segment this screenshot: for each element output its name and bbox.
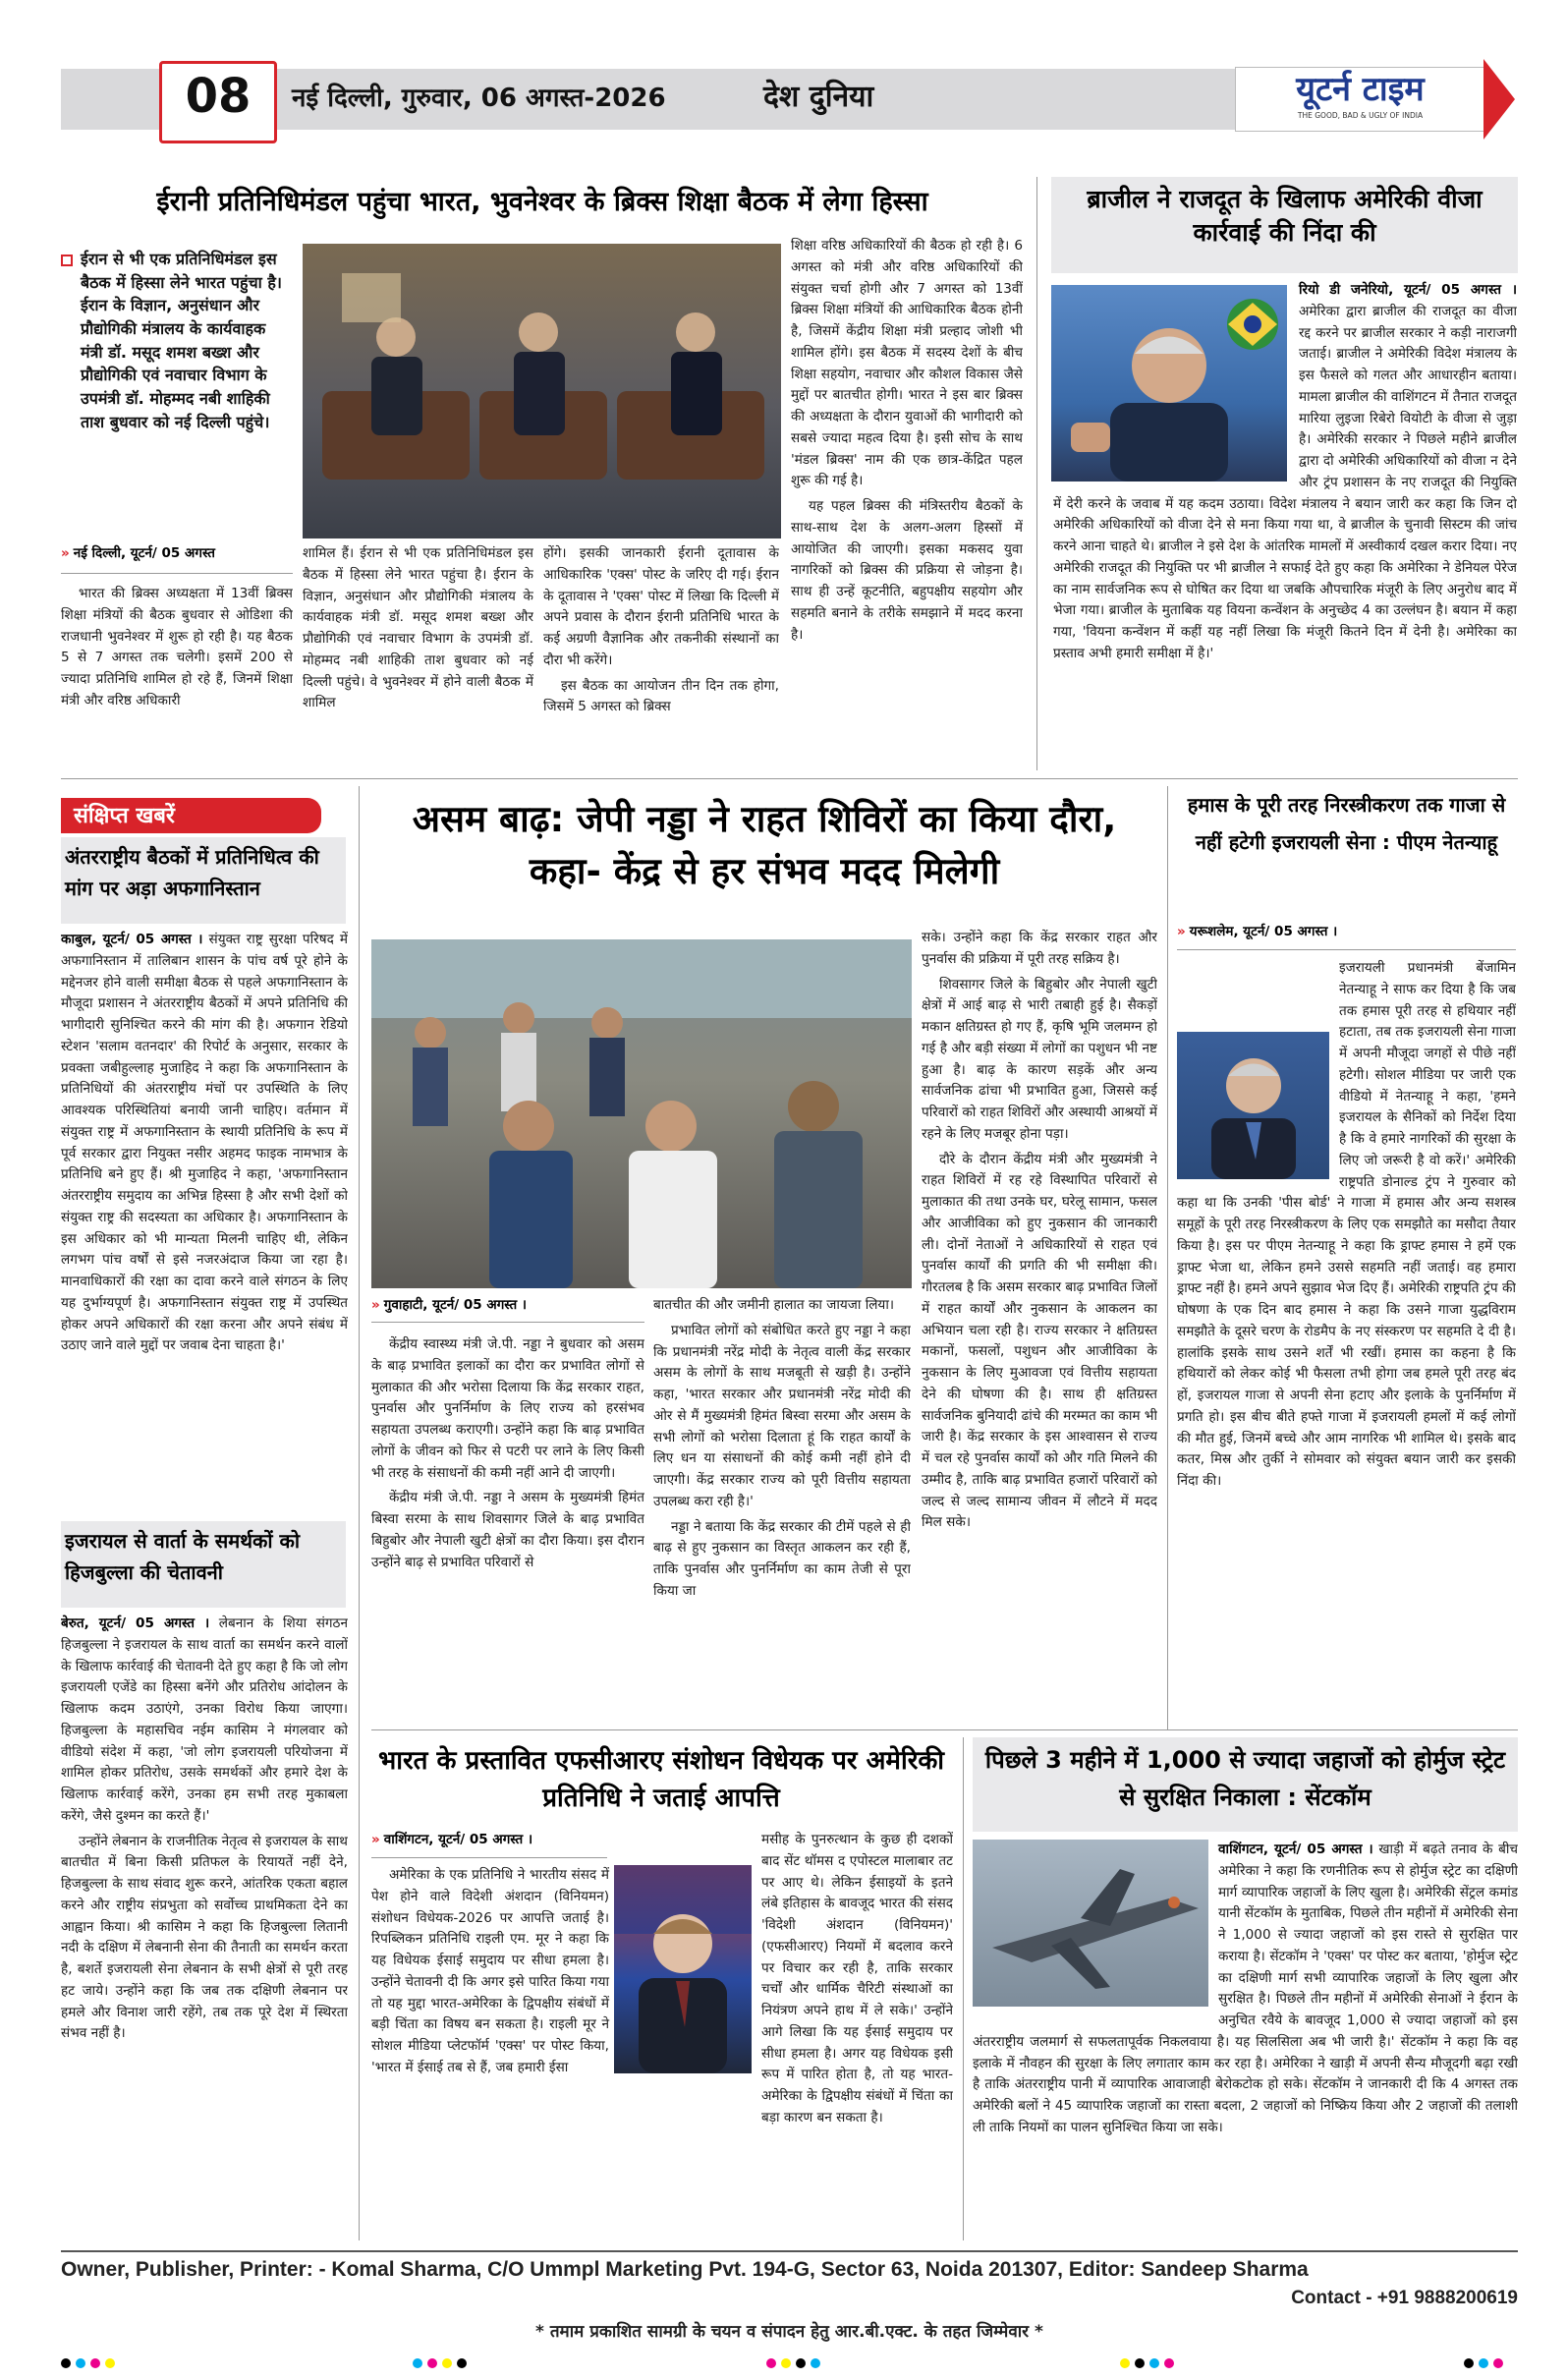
brand-tagline: THE GOOD, BAD & UGLY OF INDIA: [1297, 111, 1424, 120]
story2-byline: रियो डी जनेरियो, यूटर्न/ 05 अगस्त ।: [1299, 282, 1517, 298]
red-chevron-icon: »: [1177, 924, 1186, 939]
story3-byline-text: गुवाहाटी, यूटर्न/ 05 अगस्त ।: [383, 1297, 528, 1313]
story3-colC-text: सके। उन्होंने कहा कि केंद्र सरकार राहत और पुनर्वास की प्रक्रिया में पूरी तरह सक्रिय है।: [922, 930, 1157, 967]
color-registration-dots: [61, 2358, 115, 2368]
story5-col2: [761, 1830, 953, 2238]
story3-colB: [653, 1295, 911, 1723]
divider-1: [1036, 177, 1037, 770]
story4-rest-text: कहा, 'हमने इजरायल के सैनिकों को निर्देश दिया है कि वे हमारे नागरिकों की सुरक्षा के लिए जो जरूरी है वो करें।' अमेरिकी राष्ट्रपति डोनाल्ड ट्रंप ने गुरुवार को कहा था कि उनकी 'पीस बोर्ड' ने गाजा में हमास और अन्य सशस्त्र समूहों के पूरी तरह निरस्त्रीकरण के लिए एक समझौते का मसौदा तैयार किया है। इस पर पीएम नेतन्याहू ने कहा कि ड्राफ्ट हमास ने हमें एक ड्राफ्ट भेजा था, लेकिन हमने उससे सहमति नहीं जताई। वह हमारा ड्राफ्ट नहीं है। हमने अपने सुझाव भेज दिए हैं। अमेरिकी राष्ट्रपति ट्रंप की घोषणा के एक दिन बाद हमास ने कहा कि उसने गाजा युद्धविराम समझौते के दूसरे चरण के रोडमैप के नए संस्करण पर सहमति दे दी है। हालांकि इसके साथ उसने शर्तें भी रखीं। हमास का कहना है कि हथियारों को लेकर कोई भी फैसला तभी होगा जब हमले पूरी तरह बंद हों, इजरायल गाजा से अपनी सेना हटाए और इलाके के पुनर्निर्माण में प्रगति हो। इस बीच बीते हफ्ते गाजा में इजरायली हमलों में कई लोगों की मौत हुई, जिनमें बच्चे और आम नागरिक भी शामिल थे। इसके बाद कतर, मिस्र और तुर्की ने सोमवार को संयुक्त बयान जारी कर इसकी निंदा की।: [1177, 1088, 1516, 1489]
brief1-text: [61, 930, 348, 1509]
story1-col1: [61, 584, 293, 770]
story3-headline: असम बाढ़: जेपी नड्डा ने राहत शिविरों का किया दौरा, कहा- केंद्र से हर संभव मदद मिलेगी: [412, 798, 1117, 892]
story1-highlight-text: ईरान से भी एक प्रतिनिधिमंडल इस बैठक में हिस्सा लेने भारत पहुंचा है। ईरान के विज्ञान, अनुसंधान और प्रौद्योगिकी मंत्रालय के कार्यवाहक मंत्री डॉ. मसूद शमश बख्श और प्रौद्योगिकी एवं नवाचार विभाग के उपमंत्री डॉ. मोहम्मद नबी शाहिकी ताश बुधवार को नई दिल्ली पहुंचे।: [81, 250, 282, 431]
brand-arrow: [1483, 59, 1515, 140]
divider-2: [359, 786, 360, 2240]
story6-text: [973, 1840, 1518, 2240]
story2-rest-text: बयान जारी कर कहा कि जिन दो अमेरिकी अधिकारियों को वीजा देने से मना किया गया था, वे ब्राजील के चुनावी सिस्टम की जांच करने आना चाहते थे। ब्राजील ने इसे देश के आंतरिक मामलों में अस्वीकार्य दखल करार दिया। नए अमेरिकी राजदूत की नियुक्ति पर भी ब्राजील ने सफाई देते हुए कहा कि अमेरिका ने डेनियल पेरेज का नाम सार्वजनिक रूप से घोषित कर दिया था जबकि औपचारिक मंजूरी के लिए अनुरोध बाद में भेजा गया। ब्राजील के मुताबिक यह वियना कन्वेंशन के अनुच्छेद 4 का उल्लंघन है। बयान में कहा गया, 'वियना कन्वेंशन में कहीं यह नहीं लिखा कि मंजूरी कितने दिन में देनी है। अमेरिका का प्रस्ताव अभी हमारी समीक्षा में है।': [1053, 495, 1517, 661]
story5-headline: भारत के प्रस्तावित एफसीआरए संशोधन विधेयक पर अमेरिकी प्रतिनिधि ने जताई आपत्ति: [377, 1746, 945, 1813]
divider-3: [1167, 786, 1168, 1729]
story4-headline: हमास के पूरी तरह निरस्त्रीकरण तक गाजा से नहीं हटेगी इजरायली सेना : पीएम नेतन्याहू: [1187, 793, 1506, 854]
story1-byline-rule: [61, 573, 293, 574]
story1-col3-text: होंगे। इसकी जानकारी ईरानी दूतावास के आधिकारिक 'एक्स' पोस्ट के जरिए दी गई। ईरान के दूतावास ने 'एक्स' पोस्ट में लिखा कि दिल्ली में अपने प्रवास के दौरान ईरानी प्रतिनिधि भारत के कई अग्रणी वैज्ञानिक और तकनीकी संस्थानों का दौरा भी करेंगे।: [543, 545, 779, 668]
story6-rest-text: से ज्यादा जहाजों को इस अंतरराष्ट्रीय जलमार्ग से सफलतापूर्वक निकलवाया है। यह सिलसिला अब भी जारी है।' सेंटकॉम ने कहा कि वह इलाके में नौवहन की सुरक्षा के लिए लगातार काम कर रहा है। अमेरिका ने खाड़ी में अपनी सैन्य मौजूदगी बढ़ा रखी है ताकि अंतरराष्ट्रीय पानी में व्यापारिक आवाजाही बेरोकटोक हो सके। सेंटकॉम ने जानकारी दी कि 4 अगस्त तक अमेरिकी बलों ने 45 व्यापारिक जहाजों का रास्ता बदला, 2 जहाजों को निष्क्रिय किया और 2 जहाजों की तलाशी ली ताकि नियमों का पालन सुनिश्चित किया जा सके।: [973, 2012, 1518, 2135]
story5-byline-rule: [371, 1857, 607, 1858]
story4-photo: [1177, 1032, 1329, 1179]
story3-colC3-text: दौरे के दौरान केंद्रीय मंत्री और मुख्यमंत्री ने राहत शिविरों में रह रहे विस्थापित परिवारों से मुलाकात की तथा उनके घर, घरेलू सामान, फसल और आजीविका को हुए नुकसान की जानकारी ली। दोनों नेताओं ने अधिकारियों से राहत एवं पुनर्वास कार्यों की प्रगति की भी समीक्षा की। गौरतलब है कि असम सरकार बाढ़ प्रभावित जिलों में राहत कार्यों और नुकसान के आकलन का अभियान चला रही है। राज्य सरकार ने क्षतिग्रस्त मकानों, फसलों, पशुधन और आजीविका के नुकसान के लिए मुआवजा एवं वित्तीय सहायता देने की घोषणा की है। साथ ही क्षतिग्रस्त सार्वजनिक बुनियादी ढांचे की मरम्मत का काम भी जारी है। केंद्र सरकार के इस आश्वासन से राज्य में चल रहे पुनर्वास कार्यों को और गति मिलने की उम्मीद है, ताकि बाढ़ प्रभावित हजारों परिवारों को जल्द से जल्द सामान्य जीवन में लौटने में मदद मिल सके।: [922, 1151, 1157, 1531]
story5-col2-text: मसीह के पुनरुत्थान के कुछ ही दशकों बाद सेंट थॉमस द एपोस्टल मालाबार तट पर आए थे। लेकिन ईसाइयों के इतने लंबे इतिहास के बावजूद भारत की संसद 'विदेशी अंशदान (विनियमन)' (एफसीआरए) नियमों में बदलाव करने पर विचार कर रही है, ताकि सरकार चर्चों और धार्मिक चैरिटी संस्थाओं का नियंत्रण अपने हाथ में ले सके।' उन्होंने आगे लिखा कि यह ईसाई समुदाय पर सीधा हमला है। अगर यह विधेयक इसी रूप में पारित होता है, तो यह भारत-अमेरिका के द्विपक्षीय संबंधों में चिंता का बड़ा कारण बन सकता है।: [761, 1832, 953, 2125]
story3-photo: [371, 939, 912, 1288]
story1-col1-text: भारत की ब्रिक्स अध्यक्षता में 13वीं ब्रिक्स शिक्षा मंत्रियों की बैठक बुधवार से ओडिशा की राजधानी भुवनेश्वर में शुरू हो रही है। यह बैठक 5 से 7 अगस्त तक चलेगी। इसमें 200 से ज्यादा प्रतिनिधि शामिल हो रहे हैं, जिनमें शिक्षा मंत्री और वरिष्ठ अधिकारी: [61, 586, 293, 708]
rule-row2: [61, 778, 1518, 779]
story1-byline: [61, 543, 297, 561]
red-chevron-icon: »: [371, 1297, 380, 1313]
story3-colB-text: बातचीत की और जमीनी हालात का जायजा लिया।: [653, 1297, 894, 1313]
color-registration-dots: [1464, 2358, 1503, 2368]
brief1-body: संयुक्त राष्ट्र सुरक्षा परिषद में अफगानिस्तान में तालिबान शासन के पांच वर्ष पूरे होने के मद्देनजर होने वाली समीक्षा बैठक से पहले अफगानिस्तान के मौजूदा प्रशासन ने अंतरराष्ट्रीय बैठकों में अपने प्रतिनिधि की भागीदारी सुनिश्चित करने की मांग की है। अफगान रेडियो स्टेशन 'सलाम वतनदार' की रिपोर्ट के अनुसार, सरकार के प्रवक्ता जबीहुल्लाह मुजाहिद ने कहा कि अफगानिस्तान के प्रतिनिधियों की अंतरराष्ट्रीय मंचों पर उपस्थिति के लिए आवश्यक परिस्थितियां बनायी जानी चाहिए। वर्तमान में संयुक्त राष्ट्र में अफगानिस्तान के स्थायी प्रतिनिधि के रूप में पूर्व सरकार द्वारा नियुक्त नसीर अहमद फाइक नामभात्र के प्रतिनिधि बने हुए हैं। श्री मुजाहिद ने कहा, 'अफगानिस्तान अंतरराष्ट्रीय समुदाय का अभिन्न हिस्सा है और सभी देशों को संयुक्त राष्ट्र की सदस्यता का अधिकार है। अफगानिस्तान के इस अधिकार को भी मान्यता मिलनी चाहिए थी, लेकिन लगभग पांच वर्षों से इसे नजरअंदाज किया जा रहा है। मानवाधिकारों की रक्षा का दावा करने वाले संगठन के लिए यह दुर्भाग्यपूर्ण है। अफगानिस्तान संयुक्त राष्ट्र में उपस्थित होकर अपने अधिकारों की रक्षा करना और अपने संबंध में उठाए जाने वाले मुद्दों पर जवाब देना चाहता है।': [61, 932, 348, 1354]
brief2-text: [61, 1614, 348, 2242]
story6-headline: पिछले 3 महीने में 1,000 से ज्यादा जहाजों को होर्मुज स्ट्रेट से सुरक्षित निकाला : सेंटकॉम: [984, 1746, 1506, 1812]
masthead: [61, 59, 1525, 149]
story4-photo-art: [1177, 1032, 1329, 1179]
story3-colB3-text: नड्डा ने बताया कि केंद्र सरकार की टीमें पहले से ही बाढ़ से हुए नुकसान का विस्तृत आकलन कर रही हैं, ताकि पुनर्वास और पुनर्निर्माण का काम तेजी से पूरा किया जा: [653, 1518, 911, 1599]
story3-colA-text: केंद्रीय स्वास्थ्य मंत्री जे.पी. नड्डा ने बुधवार को असम के बाढ़ प्रभावित इलाकों का दौरा कर प्रभावित लोगों से मुलाकात की और भरोसा दिलाया कि केंद्र सरकार राहत, पुनर्वास और पुनर्निर्माण के लिए राज्य को हरसंभव सहायता उपलब्ध कराएगी। उन्होंने कहा कि बाढ़ प्रभावित लोगों के जीवन को फिर से पटरी पर लाने के लिए किसी भी तरह के संसाधनों की कमी नहीं आने दी जाएगी।: [371, 1336, 644, 1481]
story5-photo-art: [614, 1865, 752, 2073]
story1-col2: [303, 543, 533, 770]
rule-row3: [371, 1729, 1518, 1730]
brief1-headline: अंतरराष्ट्रीय बैठकों में प्रतिनिधित्व की मांग पर अड़ा अफगानिस्तान: [65, 845, 319, 900]
story1-col4: [791, 236, 1023, 770]
brand-logo: [1235, 67, 1485, 132]
story6-photo-float: [973, 1840, 1218, 2012]
brief2-headline: इजरायल से वार्ता के समर्थकों को हिजबुल्ला की चेतावनी: [65, 1529, 301, 1584]
story3-byline: [371, 1295, 666, 1313]
story1-col4a-text: शिक्षा वरिष्ठ अधिकारियों की बैठक हो रही है। 6 अगस्त को मंत्री और वरिष्ठ अधिकारियों की संयुक्त चर्चा होगी और 7 अगस्त को 13वीं ब्रिक्स शिक्षा मंत्रियों की आधिकारिक बैठक होनी है, जिसमें केंद्रीय शिक्षा मंत्री प्रल्हाद जोशी भी शामिल होंगे। इस बैठक में सदस्य देशों के बीच शिक्षा सहयोग, नवाचार और कौशल विकास जैसे मुद्दों पर बातचीत होगी। भारत ने इस बार ब्रिक्स की अध्यक्षता के दौरान युवाओं की भागीदारी को सबसे ज्यादा महत्व दिया है। इसी सोच के साथ 'मंडल ब्रिक्स' नाम की एक छात्र-केंद्रित पहल शुरू की गई है।: [791, 238, 1023, 489]
story3-colB2-text: प्रभावित लोगों को संबोधित करते हुए नड्डा ने कहा कि प्रधानमंत्री नरेंद्र मोदी के नेतृत्व वाली केंद्र सरकार असम के लोगों के साथ मजबूती से खड़ी है। उन्होंने कहा, 'भारत सरकार और प्रधानमंत्री नरेंद्र मोदी की ओर से मैं मुख्यमंत्री हिमंत बिस्वा सरमा और असम के सभी लोगों को भरोसा दिलाता हूं कि राहत कार्यों के लिए धन या संसाधनों की कोई कमी नहीं होने दी जाएगी। केंद्र सरकार राज्य को पूरी वित्तीय सहायता उपलब्ध करा रही है।': [653, 1322, 911, 1509]
color-registration-dots: [1120, 2358, 1174, 2368]
story1-byline-text: नई दिल्ली, यूटर्न/ 05 अगस्त: [73, 545, 215, 561]
story3-colC2-text: शिवसागर जिले के बिहुबोर और नेपाली खुटी क्षेत्रों में आई बाढ़ से भारी तबाही हुई है। सैकड़ों मकान क्षतिग्रस्त हो गए हैं, कृषि भूमि जलमग्न हो गई है और बड़ी संख्या में लोगों का पशुधन भी नष्ट हुआ है। बाढ़ के कारण सड़कें और अन्य सार्वजनिक ढांचा भी प्रभावित हुआ, जिससे कई परिवारों को राहत शिविरों और अस्थायी आश्रयों में रहने के लिए मजबूर होना पड़ा।: [922, 976, 1157, 1142]
section-title: देश दुनिया: [763, 80, 874, 114]
color-registration-dots: [766, 2358, 820, 2368]
brief2-body2: उन्होंने लेबनान के राजनीतिक नेतृत्व से इजरायल के साथ बातचीत में बिना किसी प्रतिफल के रियायतें नहीं देने, हिजबुल्ला के साथ संवाद शुरू करने, आंतरिक एकता बहाल करने और राष्ट्रीय संप्रभुता को सर्वोच्च प्राथमिकता देने का आह्वान किया। श्री कासिम ने कहा कि हिजबुल्ला लितानी नदी के दक्षिण में लेबनानी सेना की तैनाती का समर्थन करता है, बशर्ते इजरायली सेना लेबनान के सभी क्षेत्रों से पूरी तरह हट जाये। उन्होंने कहा कि जब तक दक्षिणी लेबनान पर हमले और विनाश जारी रहेंगे, तब तक पूरे देश में स्थिरता संभव नहीं है।: [61, 1833, 348, 2042]
story6-lead-text: खाड़ी में बढ़ते तनाव के बीच अमेरिका ने कहा कि रणनीतिक रूप से होर्मुज स्ट्रेट का दक्षिणी मार्ग व्यापारिक जहाजों के लिए खुला है। अमेरिकी सेंट्रल कमांड यानी सेंटकॉम के मुताबिक, पिछले तीन महीनों में अमेरिकी सेना ने 1,000 से ज्यादा जहाजों को इस रास्ते से सुरक्षित पार कराया है। सेंटकॉम ने 'एक्स' पर पोस्ट कर बताया, 'होर्मुज स्ट्रेट का दक्षिणी मार्ग सभी व्यापारिक जहाजों के लिए खुला और सुरक्षित है। पिछले तीन महीनों में अमेरिकी सेनाओं ने ईरान के अनुचित रवैये के बावजूद 1,000: [1218, 1842, 1518, 2028]
brief2-dateline: बेरुत, यूटर्न/ 05 अगस्त ।: [61, 1615, 210, 1631]
color-registration-dots: [413, 2358, 467, 2368]
red-chevron-icon: »: [371, 1832, 380, 1847]
red-square-icon: [61, 255, 73, 266]
brief-news-label: संक्षिप्त खबरें: [74, 804, 175, 828]
footer-disclaimer: * तमाम प्रकाशित सामग्री के चयन व संपादन हेतु आर.बी.एक्ट. के तहत जिम्मेवार *: [535, 2322, 1043, 2342]
story5-byline-text: वाशिंगटन, यूटर्न/ 05 अगस्त ।: [383, 1832, 533, 1847]
footer-imprint: Owner, Publisher, Printer: - Komal Sharma, C/O Ummpl Marketing Pvt. 194-G, Sector 63, Noida 201307, Editor: Sandeep Sharma: [61, 2258, 1309, 2281]
story6-byline: वाशिंगटन, यूटर्न/ 05 अगस्त ।: [1218, 1842, 1373, 1857]
story1-col2-text: शामिल हैं। ईरान से भी एक प्रतिनिधिमंडल इस बैठक में हिस्सा लेने भारत पहुंचा है। ईरान के विज्ञान, अनुसंधान और प्रौद्योगिकी मंत्रालय के कार्यवाहक मंत्री डॉ. मसूद शमश बख्श और प्रौद्योगिकी एवं नवाचार विभाग के उपमंत्री डॉ. मोहम्मद नबी शाहिकी ताश बुधवार को नई दिल्ली पहुंचे। वे भुवनेश्वर में होने वाली बैठक में शामिल: [303, 545, 533, 711]
story4-byline-text: यरूशलेम, यूटर्न/ 05 अगस्त ।: [1189, 924, 1338, 939]
brand-name: यूटर्न टाइम: [1296, 70, 1425, 109]
date-line: नई दिल्ली, गुरुवार, 06 अगस्त-2026: [292, 84, 666, 113]
story4-byline-rule: [1177, 949, 1516, 950]
page-number: 08: [185, 69, 252, 124]
story1-photo: [303, 244, 781, 538]
story3-colC: [922, 928, 1157, 1723]
story5-byline: [371, 1830, 666, 1847]
story3-byline-rule: [371, 1322, 644, 1323]
story2-photo-float: [1053, 280, 1299, 488]
story1-highlight: [61, 248, 292, 533]
story4-byline: [1177, 922, 1511, 939]
story1-photo-art: [303, 244, 781, 538]
story4-lead-text: इजरायली प्रधानमंत्री बेंजामिन नेतन्याहू ने साफ कर दिया है कि जब तक हमास पूरी तरह से हथियार नहीं हटाता, तब तक इजरायली सेना गाजा में अपनी मौजूदा जगहों से पीछे नहीं हटेगी। सोशल मीडिया पर जारी एक वीडियो में नेतन्याहू ने: [1339, 960, 1516, 1105]
footer-top-rule: [61, 2250, 1518, 2252]
brief2-body: लेबनान के शिया संगठन हिजबुल्ला ने इजरायल के साथ वार्ता का समर्थन करने वालों के खिलाफ कार्रवाई की चेतावनी देते हुए कहा है कि जो लोग इजरायली एजेंडे का हिस्सा बनेंगे और प्रतिरोध आंदोलन के खिलाफ कदम उठाएंगे, उनका विरोध किया जाएगा। हिजबुल्ला के महासचिव नईम कासिम ने मंगलवार को वीडियो संदेश में कहा, 'जो लोग इजरायली परियोजना में शामिल होकर प्रतिरोध, उसके समर्थकों और हमारे देश के खिलाफ कार्रवाई करेंगे, उनका हम सभी तरह मुकाबला करेंगे, जैसे दुश्मन का करते हैं।': [61, 1615, 348, 1824]
divider-4: [963, 1737, 964, 2240]
story1-headline: ईरानी प्रतिनिधिमंडल पहुंचा भारत, भुवनेश्वर के ब्रिक्स शिक्षा बैठक में लेगा हिस्सा: [156, 187, 928, 217]
story3-colA2-text: केंद्रीय मंत्री जे.पी. नड्डा ने असम के मुख्यमंत्री हिमंत बिस्वा सरमा के साथ शिवसागर जिले के बाढ़ प्रभावित बिहुबोर और नेपाली खुटी क्षेत्रों का दौरा किया। इस दौरान उन्होंने बाढ़ से प्रभावित परिवारों से: [371, 1490, 644, 1570]
story2-lead-col: [1053, 280, 1517, 771]
story5-col1-text: अमेरिका के एक प्रतिनिधि ने भारतीय संसद में पेश होने वाले विदेशी अंशदान (विनियमन) संशोधन विधेयक-2026 पर आपत्ति जताई है। रिपब्लिकन प्रतिनिधि राइली एम. मूर ने कहा कि यह विधेयक ईसाई समुदाय पर सीधा हमला है। उन्होंने चेतावनी दी कि अगर इसे पारित किया गया तो यह मुद्दा भारत-अमेरिका के द्विपक्षीय संबंधों में बड़ी चिंता का विषय बन सकता है। राइली मूर ने सोशल मीडिया प्लेटफॉर्म 'एक्स' पर पोस्ट किया, 'भारत में ईसाई तब से हैं, जब हमारी ईसा: [371, 1867, 609, 2075]
story2-lead-text: अमेरिका द्वारा ब्राजील की राजदूत का वीजा रद्द करने पर ब्राजील सरकार ने कड़ी नाराजगी जताई। ब्राजील ने अमेरिकी विदेश मंत्रालय के इस फैसले को गलत और आधारहीन बताया। मामला ब्राजील की वाशिंगटन में तैनात राजदूत मारिया लुइजा रिबेरो वियोटी के वीजा से जुड़ा है। अमेरिकी सरकार ने पिछले महीने ब्राजील द्वारा दो अमेरिकी अधिकारियों को वीजा न देने और ट्रंप प्रशासन के नए राजदूत की नियुक्ति में देरी करने के जवाब में यह कदम उठाया। विदेश मंत्रालय ने: [1053, 303, 1517, 512]
red-chevron-icon: »: [61, 545, 70, 561]
story2-headline: ब्राजील ने राजदूत के खिलाफ अमेरिकी वीजा कार्रवाई की निंदा की: [1087, 185, 1483, 247]
story3-photo-art: [371, 939, 912, 1288]
footer-contact: Contact - +91 9888200619: [1291, 2288, 1518, 2308]
brief1-dateline: काबुल, यूटर्न/ 05 अगस्त ।: [61, 932, 203, 947]
story5-photo: [614, 1865, 752, 2073]
story1-col4b-text: यह पहल ब्रिक्स की मंत्रिस्तरीय बैठकों के साथ-साथ देश के अलग-अलग हिस्सों में आयोजित की जाएगी। इसका मकसद युवा नागरिकों को ब्रिक्स की प्रक्रिया से जोड़ना है। साथ ही उन्हें कूटनीति, बहुपक्षीय सहयोग और सहमति बनाने के तरीके समझाने में मदद करना है।: [791, 498, 1023, 643]
story1-col3: [543, 543, 779, 770]
story1-col3b-text: इस बैठक का आयोजन तीन दिन तक होगा, जिसमें 5 अगस्त को ब्रिक्स: [543, 677, 779, 715]
story3-colA: [371, 1334, 644, 1723]
